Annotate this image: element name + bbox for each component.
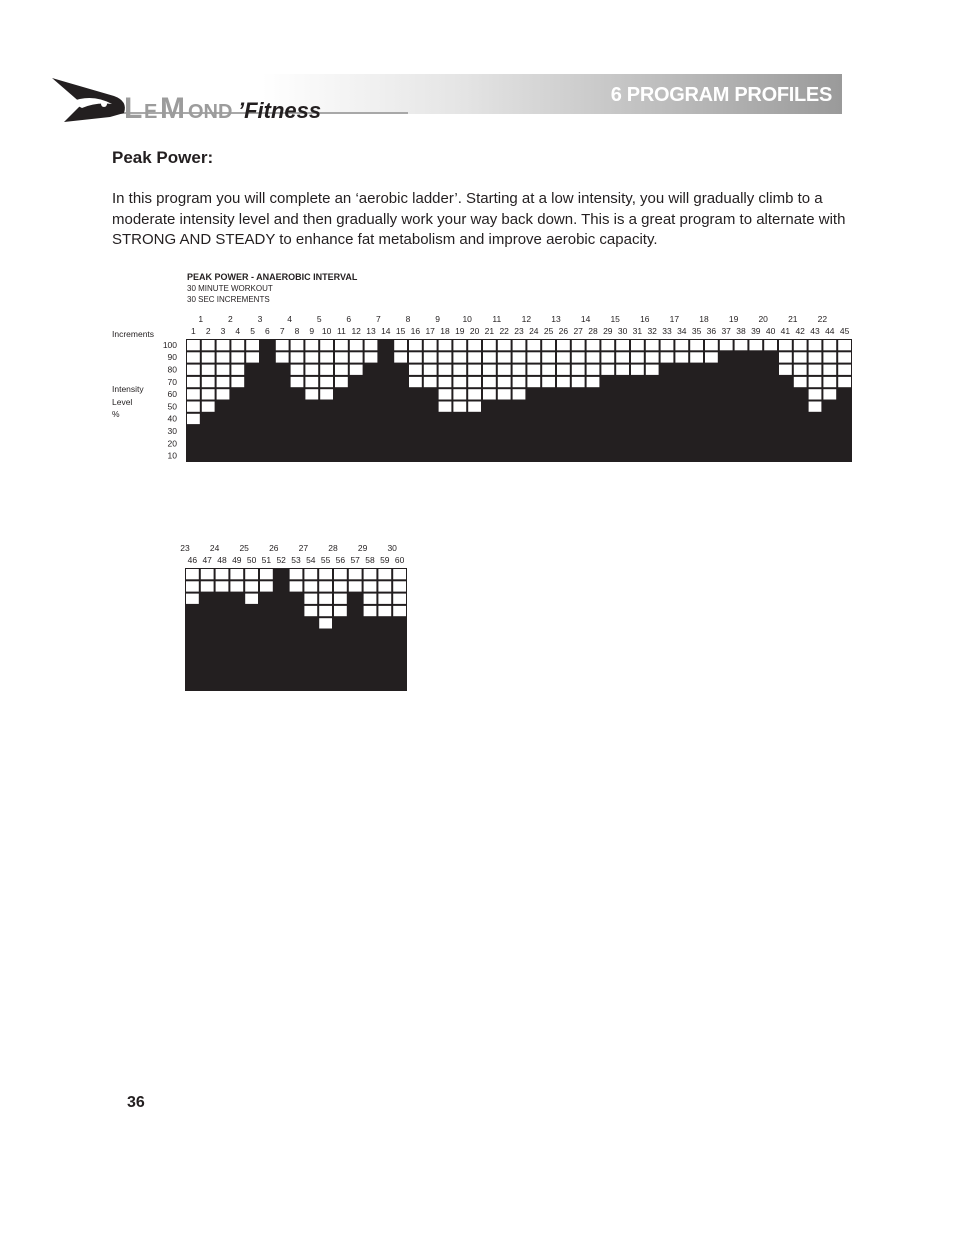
x-axis-label: Increments [112,329,155,339]
empty-grid-cell [393,593,407,604]
minute-tick-label: 3 [257,314,263,324]
empty-grid-cell [319,581,333,592]
minute-tick-label: 14 [580,314,591,324]
empty-grid-cell [304,605,318,616]
increment-tick-label: 30 [617,326,628,336]
empty-grid-cell [200,581,214,592]
minute-tick-label: 27 [298,543,309,553]
minute-tick-label: 30 [387,543,397,553]
empty-grid-cell [363,593,377,604]
minute-tick-label: 10 [462,314,472,324]
minute-tick-label: 28 [328,543,338,553]
increment-tick-label: 45 [839,326,850,336]
increment-tick-label: 46 [187,555,198,565]
minute-tick-label: 2 [228,314,233,324]
empty-grid-cell [363,581,377,592]
increment-tick-label: 12 [351,326,361,336]
empty-grid-cell [348,581,362,592]
empty-grid-cell [245,593,259,604]
increment-tick-label: 31 [632,326,643,336]
empty-grid-cell [260,581,274,592]
increment-tick-label: 55 [320,555,331,565]
increment-tick-label: 34 [677,326,687,336]
empty-grid-cell [304,569,318,580]
increment-tick-label: 36 [706,326,717,336]
empty-grid-cell [215,581,229,592]
y-tick-label: 80 [167,364,177,375]
empty-grid-cell [393,569,407,580]
increment-tick-label: 27 [573,326,583,336]
empty-grid-cell [319,569,333,580]
increment-tick-label: 14 [381,326,391,336]
chart-subtitle-increments: 30 SEC INCREMENTS [187,295,270,304]
y-tick-label: 90 [167,352,177,363]
minute-tick-label: 15 [610,314,620,324]
svg-text:’Fitness: ’Fitness [238,98,322,123]
empty-grid-cell [378,605,392,616]
empty-grid-cell [289,569,303,580]
increment-tick-label: 3 [220,326,226,336]
minute-tick-label: 26 [269,543,279,553]
svg-text:E: E [144,101,158,123]
increment-tick-label: 42 [795,326,805,336]
increment-tick-label: 32 [647,326,657,336]
empty-grid-cell [319,593,333,604]
y-tick-label: 100 [162,339,177,350]
empty-grid-cell [363,605,377,616]
empty-grid-cell [393,581,407,592]
increment-tick-label: 44 [825,326,835,336]
empty-grid-cell [245,581,259,592]
empty-grid-cell [304,581,318,592]
empty-grid-cell [245,569,259,580]
increment-tick-label: 28 [588,326,598,336]
increment-tick-label: 20 [469,326,480,336]
increment-tick-label: 21 [484,326,495,336]
increment-tick-label: 52 [276,555,286,565]
empty-grid-cell [334,581,348,592]
increment-tick-label: 7 [279,326,285,336]
empty-grid-cell [215,569,229,580]
empty-grid-cell [348,569,362,580]
increment-tick-label: 57 [350,555,360,565]
increment-tick-label: 8 [294,326,300,336]
minute-tick-label: 23 [180,543,190,553]
y-tick-label: 70 [167,376,177,387]
svg-text:OND: OND [188,101,233,123]
increment-tick-label: 49 [232,555,242,565]
increment-tick-label: 59 [380,555,390,565]
y-tick-label: 40 [167,413,177,424]
increment-tick-label: 24 [529,326,539,336]
increment-tick-label: 6 [265,326,270,336]
page-number: 36 [127,1094,145,1111]
increment-tick-label: 37 [721,326,731,336]
empty-grid-cell [230,581,244,592]
minute-tick-label: 16 [640,314,650,324]
minute-tick-label: 8 [405,314,411,324]
empty-grid-cell [230,569,244,580]
minute-tick-label: 20 [758,314,768,324]
minute-tick-label: 7 [376,314,381,324]
minute-tick-label: 11 [492,314,502,324]
increment-tick-label: 19 [455,326,465,336]
y-tick-label: 10 [167,450,177,461]
minute-tick-label: 17 [669,314,680,324]
increment-tick-label: 41 [780,326,791,336]
empty-grid-cell [186,593,200,604]
minute-tick-label: 18 [699,314,709,324]
empty-grid-cell [319,618,333,629]
increment-tick-label: 2 [205,326,211,336]
y-axis-label-line: Level [112,396,133,407]
minute-tick-label: 9 [435,314,440,324]
minute-tick-label: 4 [287,314,292,324]
increment-tick-label: 17 [425,326,435,336]
increment-tick-label: 58 [365,555,375,565]
empty-grid-cell [363,569,377,580]
increment-tick-label: 18 [440,326,450,336]
minute-tick-label: 22 [817,314,828,324]
increment-tick-label: 50 [246,555,257,565]
y-axis-label-line: Intensity [112,384,144,394]
minute-tick-label: 24 [209,543,220,553]
empty-grid-cell [304,593,318,604]
intro-paragraph: In this program you will complete an ‘aerobic ladder’. Starting at a low intensity, you will gradually climb to a moderate intensity level and then gradually work your way back down. This is a great program to alternate with STRONG AND STEADY to enhance fat metabolism and improve aerobic capacity. [112,190,846,248]
empty-grid-cell [393,605,407,616]
increment-tick-label: 1 [191,326,196,336]
increment-tick-label: 16 [410,326,421,336]
empty-grid-cell [319,605,333,616]
y-tick-label: 20 [167,438,177,449]
increment-tick-label: 11 [336,326,346,336]
increment-tick-label: 35 [691,326,702,336]
minute-tick-label: 25 [239,543,249,553]
chart-subtitle-duration: 30 MINUTE WORKOUT [187,284,273,293]
svg-text:L: L [124,92,142,125]
y-tick-label: 60 [167,389,177,400]
increment-tick-label: 60 [394,555,405,565]
increment-tick-label: 47 [202,555,212,565]
increment-tick-label: 56 [335,555,346,565]
empty-grid-cell [334,593,348,604]
increment-tick-label: 23 [514,326,524,336]
minute-tick-label: 1 [198,314,204,324]
increment-tick-label: 4 [235,326,241,336]
empty-grid-cell [289,581,303,592]
empty-grid-cell [334,605,348,616]
empty-grid-cell [334,569,348,580]
minute-tick-label: 12 [521,314,532,324]
section-title: 6 PROGRAM PROFILES [610,84,832,106]
empty-grid-cell [378,569,392,580]
increment-tick-label: 15 [395,326,406,336]
y-tick-label: 30 [167,425,177,436]
increment-tick-label: 39 [751,326,761,336]
chart-title: PEAK POWER - ANAEROBIC INTERVAL [187,272,358,282]
increment-tick-label: 48 [217,555,227,565]
empty-grid-cell [186,581,200,592]
increment-tick-label: 53 [291,555,301,565]
minute-tick-label: 5 [316,314,322,324]
increment-tick-label: 5 [250,326,255,336]
empty-grid-cell [200,569,214,580]
empty-grid-cell [260,569,274,580]
empty-grid-cell [378,593,392,604]
increment-tick-label: 40 [765,326,776,336]
increment-tick-label: 43 [810,326,820,336]
svg-text:M: M [160,92,185,125]
increment-tick-label: 9 [309,326,315,336]
increment-tick-label: 13 [366,326,376,336]
minute-tick-label: 13 [551,314,561,324]
increment-tick-label: 51 [261,555,272,565]
y-axis-label-line: % [112,409,120,419]
increment-tick-label: 33 [662,326,672,336]
increment-tick-label: 29 [603,326,613,336]
minute-tick-label: 6 [346,314,352,324]
increment-tick-label: 38 [736,326,746,336]
y-tick-label: 50 [167,401,177,412]
increment-tick-label: 25 [543,326,554,336]
empty-grid-cell [378,581,392,592]
minute-tick-label: 21 [788,314,798,324]
minute-tick-label: 29 [357,543,368,553]
minute-tick-label: 19 [728,314,739,324]
increment-tick-label: 54 [306,555,316,565]
increment-tick-label: 10 [321,326,332,336]
page-heading: Peak Power: [112,148,214,167]
empty-grid-cell [186,569,200,580]
increment-tick-label: 26 [558,326,569,336]
increment-tick-label: 22 [499,326,509,336]
